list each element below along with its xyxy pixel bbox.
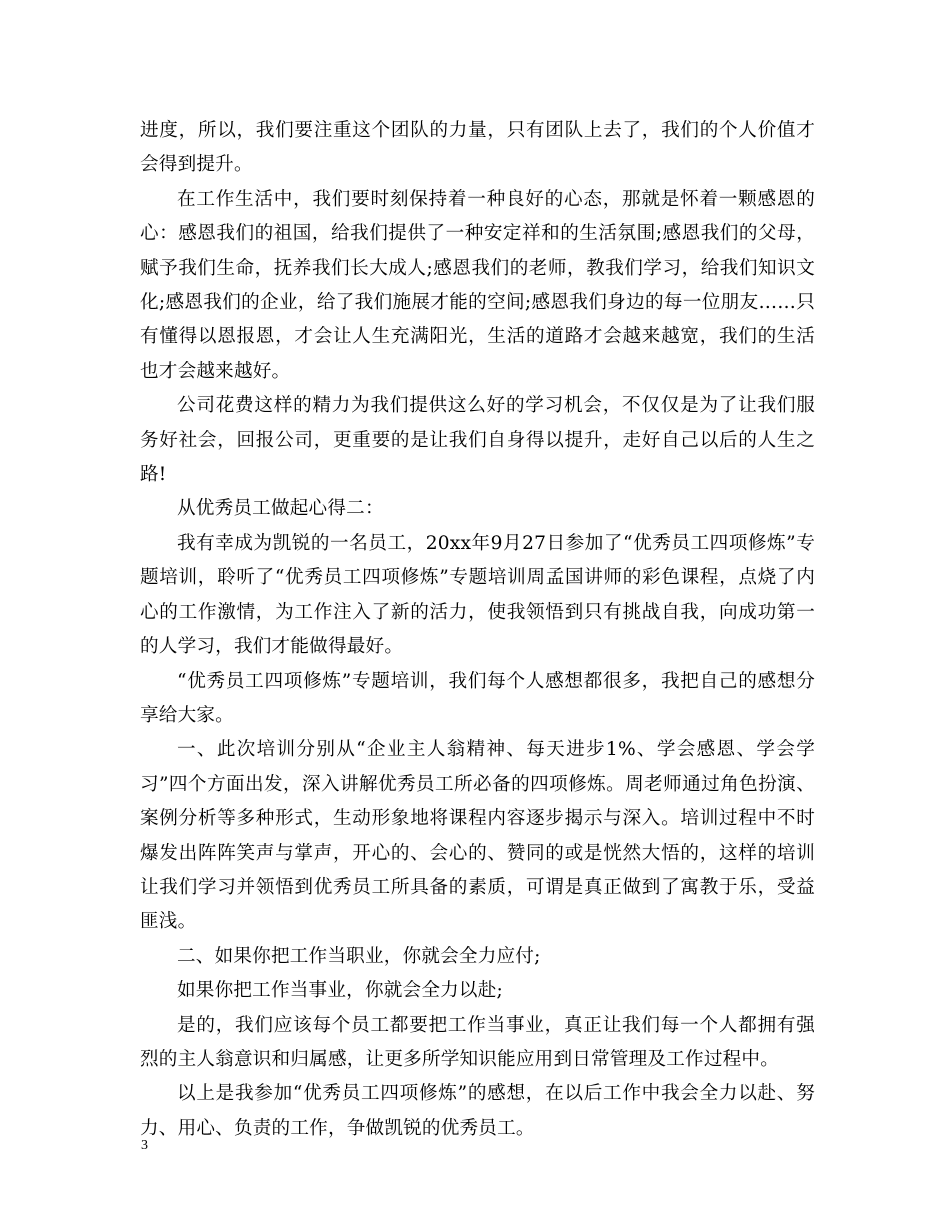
- paragraph: 一、此次培训分别从“企业主人翁精神、每天进步1%、学会感恩、学会学习”四个方面出发，深入讲解优秀员工所必备的四项修炼。周老师通过角色扮演、案例分析等多种形式，生动形象地将课程内容逐步揭示与深入。培训过程中不时爆发出阵阵笑声与掌声，开心的、会心的、赞同的或是恍然大悟的，这样的培训让我们学习并领悟到优秀员工所具备的素质，可谓是真正做到了寓教于乐，受益匪浅。: [140, 739, 815, 933]
- paragraph: 是的，我们应该每个员工都要把工作当事业，真正让我们每一个人都拥有强烈的主人翁意识和归属感，让更多所学知识能应用到日常管理及工作过程中。: [140, 1014, 815, 1070]
- document-body: [140, 114, 815, 1146]
- paragraph: 以上是我参加“优秀员工四项修炼”的感想，在以后工作中我会全力以赴、努力、用心、负责的工作，争做凯锐的优秀员工。: [140, 1083, 815, 1139]
- paragraph: 如果你把工作当事业，你就会全力以赴;: [177, 980, 503, 1002]
- paragraph: 我有幸成为凯锐的一名员工，20xx年9月27日参加了“优秀员工四项修炼”专题培训，聆听了“优秀员工四项修炼”专题培训周孟国讲师的彩色课程，点烧了内心的工作激情，为工作注入了新的活力，使我领悟到只有挑战自我，向成功第一的人学习，我们才能做得最好。: [140, 532, 815, 658]
- paragraph: 公司花费这样的精力为我们提供这么好的学习机会，不仅仅是为了让我们服务好社会，回报公司，更重要的是让我们自身得以提升，走好自己以后的人生之路!: [140, 395, 815, 486]
- paragraph: 在工作生活中，我们要时刻保持着一种良好的心态，那就是怀着一颗感恩的心：感恩我们的祖国，给我们提供了一种安定祥和的生活氛围;感恩我们的父母，赋予我们生命，抚养我们长大成人;感恩我们的老师，教我们学习，给我们知识文化;感恩我们的企业，给了我们施展才能的空间;感恩我们身边的每一位朋友……只有懂得以恩报恩，才会让人生充满阳光，生活的道路才会越来越宽，我们的生活也才会越来越好。: [140, 188, 815, 382]
- paragraph: 进度，所以，我们要注重这个团队的力量，只有团队上去了，我们的个人价值才会得到提升。: [140, 120, 815, 176]
- paragraph: 二、如果你把工作当职业，你就会全力应付;: [177, 945, 541, 967]
- section-heading: 从优秀员工做起心得二：: [177, 498, 384, 520]
- paragraph: “优秀员工四项修炼”专题培训，我们每个人感想都很多，我把自己的感想分享给大家。: [140, 670, 815, 726]
- page-number: 3: [141, 1138, 148, 1153]
